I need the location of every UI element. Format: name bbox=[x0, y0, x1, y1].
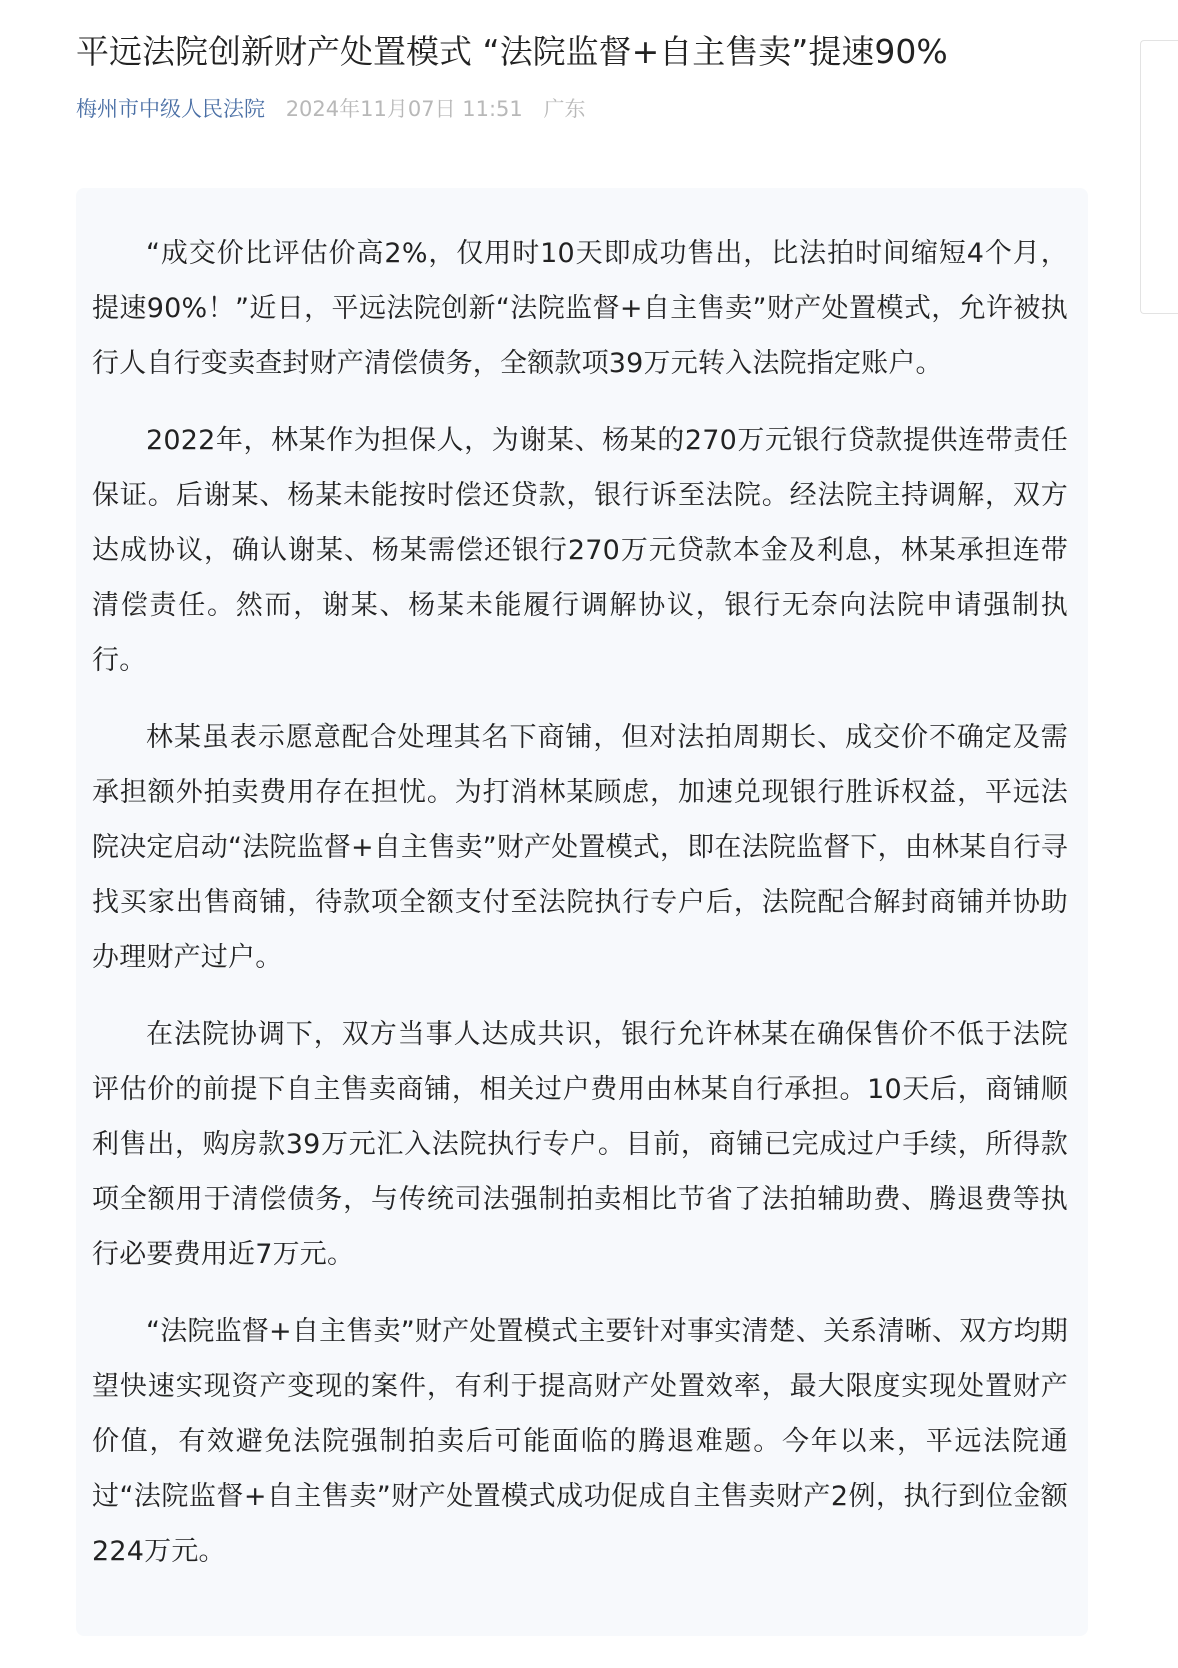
paragraph-2: 2022年，林某作为担保人，为谢某、杨某的270万元银行贷款提供连带责任保证。后谢某、杨某未能按时偿还贷款，银行诉至法院。经法院主持调解，双方达成协议，确认谢某、杨某需偿还银行270万元贷款本金及利息，林某承担连带清偿责任。然而，谢某、杨某未能履行调解协议，银行无奈向法院申请强制执行。 bbox=[92, 425, 1068, 676]
region-label: 广东 bbox=[543, 97, 586, 121]
publish-datetime: 2024年11月07日 11:51 bbox=[285, 97, 523, 121]
paragraph-1: “成交价比评估价高2%，仅用时10天即成功售出，比法拍时间缩短4个月，提速90%！”近日，平远法院创新“法院监督+自主售卖”财产处置模式，允许被执行人自行变卖查封财产清偿债务，全额款项39万元转入法院指定账户。 bbox=[92, 238, 1068, 379]
source-link[interactable]: 梅州市中级人民法院 bbox=[76, 97, 265, 121]
article-title: 平远法院创新财产处置模式 “法院监督+自主售卖”提速90% bbox=[76, 32, 948, 71]
side-panel bbox=[1140, 40, 1178, 314]
article-meta bbox=[76, 94, 585, 124]
paragraph-4: 在法院协调下，双方当事人达成共识，银行允许林某在确保售价不低于法院评估价的前提下自主售卖商铺，相关过户费用由林某自行承担。10天后，商铺顺利售出，购房款39万元汇入法院执行专户。目前，商铺已完成过户手续，所得款项全额用于清偿债务，与传统司法强制拍卖相比节省了法拍辅助费、腾退费等执行必要费用近7万元。 bbox=[92, 1019, 1068, 1270]
article-body bbox=[76, 188, 1088, 1636]
paragraph-3: 林某虽表示愿意配合处理其名下商铺，但对法拍周期长、成交价不确定及需承担额外拍卖费用存在担忧。为打消林某顾虑，加速兑现银行胜诉权益，平远法院决定启动“法院监督+自主售卖”财产处置模式，即在法院监督下，由林某自行寻找买家出售商铺，待款项全额支付至法院执行专户后，法院配合解封商铺并协助办理财产过户。 bbox=[92, 722, 1068, 973]
paragraph-5: “法院监督+自主售卖”财产处置模式主要针对事实清楚、关系清晰、双方均期望快速实现资产变现的案件，有利于提高财产处置效率，最大限度实现处置财产价值，有效避免法院强制拍卖后可能面临的腾退难题。今年以来，平远法院通过“法院监督+自主售卖”财产处置模式成功促成自主售卖财产2例，执行到位金额224万元。 bbox=[92, 1316, 1068, 1567]
